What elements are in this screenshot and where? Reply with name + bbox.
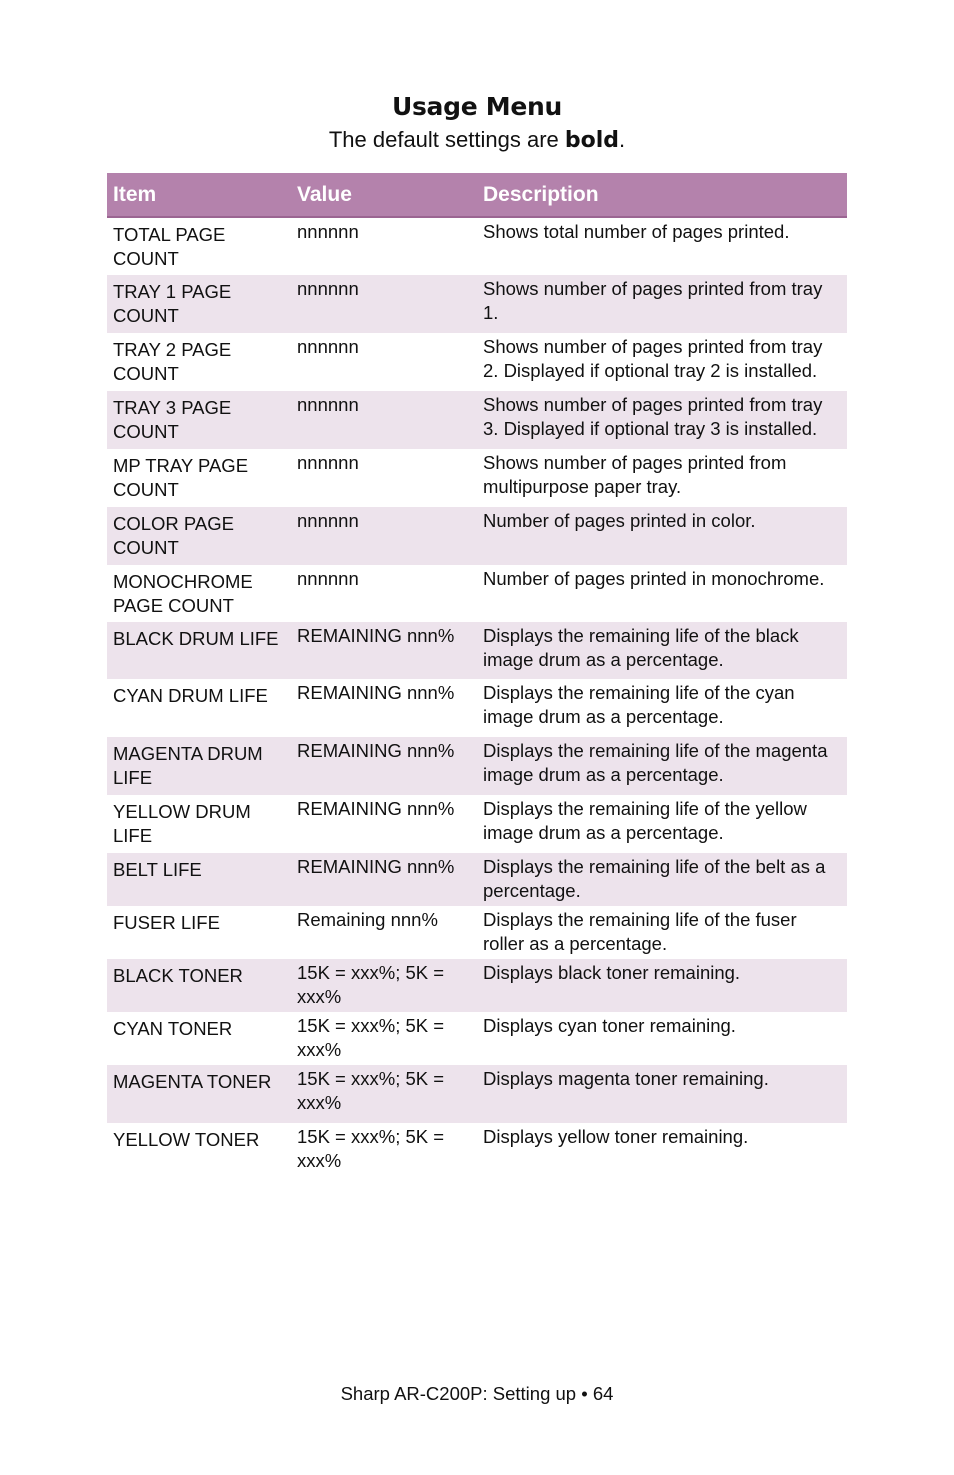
column-header-item: Item (107, 173, 291, 217)
value-cell: REMAINING nnn% (297, 682, 455, 703)
item-cell: MAGENTA TONER (107, 1065, 291, 1123)
item-cell: MP TRAY PAGE COUNT (113, 455, 249, 500)
value-cell: nnnnnn (291, 507, 477, 565)
value-cell: nnnnnn (291, 391, 477, 449)
description-cell: Shows total number of pages printed. (483, 221, 790, 242)
item-cell: COLOR PAGE COUNT (107, 507, 291, 565)
table-row (107, 217, 847, 275)
table-row (107, 507, 847, 565)
description-cell: Displays the remaining life of the magenta image drum as a percentage. (477, 737, 847, 795)
item-cell: MAGENTA DRUM LIFE (107, 737, 291, 795)
description-cell: Number of pages printed in monochrome. (483, 568, 825, 589)
description-cell: Shows number of pages printed from tray 2. Displayed if optional tray 2 is installed. (483, 336, 823, 381)
column-header-value: Value (291, 173, 477, 217)
description-cell: Displays black toner remaining. (477, 959, 847, 1012)
subtitle-bold-word: bold (564, 128, 620, 153)
value-cell: 15K = xxx%; 5K = xxx% (291, 959, 477, 1012)
value-cell: nnnnnn (297, 336, 359, 357)
subtitle-prefix: The default settings are (328, 127, 565, 152)
description-cell: Displays the remaining life of the yellow image drum as a percentage. (483, 798, 807, 843)
description-cell: Shows number of pages printed from tray 1. (477, 275, 847, 333)
value-cell: 15K = xxx%; 5K = xxx% (297, 1015, 445, 1060)
value-cell: nnnnnn (297, 452, 359, 473)
item-cell: YELLOW TONER (113, 1129, 260, 1150)
table-row (107, 795, 847, 853)
item-cell: CYAN TONER (113, 1018, 233, 1039)
page-title: Usage Menu (391, 92, 563, 121)
column-header-description: Description (477, 173, 847, 217)
description-cell: Displays yellow toner remaining. (483, 1126, 749, 1147)
description-cell: Displays the remaining life of the black image drum as a percentage. (477, 622, 847, 679)
table-row (107, 275, 847, 333)
item-cell: TRAY 1 PAGE COUNT (107, 275, 291, 333)
table-row (107, 679, 847, 737)
value-cell: nnnnnn (297, 568, 359, 589)
table-row (107, 1123, 847, 1181)
table-header-row (107, 173, 847, 217)
table-row (107, 565, 847, 622)
description-cell: Number of pages printed in color. (477, 507, 847, 565)
item-cell: TRAY 3 PAGE COUNT (107, 391, 291, 449)
table-row (107, 391, 847, 449)
description-cell: Displays magenta toner remaining. (477, 1065, 847, 1123)
usage-menu-table (107, 173, 847, 1181)
table-row (107, 906, 847, 959)
description-cell: Displays cyan toner remaining. (483, 1015, 736, 1036)
table-row (107, 853, 847, 906)
page-footer: Sharp AR-C200P: Setting up • 64 (340, 1383, 614, 1404)
item-cell: TOTAL PAGE COUNT (113, 224, 226, 269)
description-cell: Shows number of pages printed from tray 3. Displayed if optional tray 3 is installed. (477, 391, 847, 449)
page-subtitle (0, 127, 954, 153)
item-cell: BLACK TONER (107, 959, 291, 1012)
table-row (107, 449, 847, 507)
table-row (107, 737, 847, 795)
table-row (107, 622, 847, 679)
item-cell: BLACK DRUM LIFE (107, 622, 291, 679)
description-cell: Displays the remaining life of the fuser roller as a percentage. (483, 909, 797, 954)
item-cell: FUSER LIFE (113, 912, 220, 933)
description-cell: Displays the remaining life of the belt as a percentage. (477, 853, 847, 906)
value-cell: Remaining nnn% (297, 909, 438, 930)
value-cell: REMAINING nnn% (291, 622, 477, 679)
value-cell: nnnnnn (297, 221, 359, 242)
value-cell: REMAINING nnn% (297, 798, 455, 819)
value-cell: nnnnnn (291, 275, 477, 333)
value-cell: 15K = xxx%; 5K = xxx% (291, 1065, 477, 1123)
value-cell: REMAINING nnn% (291, 853, 477, 906)
description-cell: Displays the remaining life of the cyan image drum as a percentage. (483, 682, 795, 727)
table-row (107, 333, 847, 391)
item-cell: YELLOW DRUM LIFE (113, 801, 251, 846)
table-row (107, 959, 847, 1012)
table-row (107, 1065, 847, 1123)
item-cell: CYAN DRUM LIFE (113, 685, 268, 706)
value-cell: 15K = xxx%; 5K = xxx% (297, 1126, 445, 1171)
description-cell: Shows number of pages printed from multipurpose paper tray. (483, 452, 787, 497)
subtitle-suffix: . (619, 127, 626, 152)
item-cell: TRAY 2 PAGE COUNT (113, 339, 232, 384)
table-row (107, 1012, 847, 1065)
value-cell: REMAINING nnn% (291, 737, 477, 795)
item-cell: BELT LIFE (107, 853, 291, 906)
item-cell: MONOCHROME PAGE COUNT (113, 571, 253, 616)
